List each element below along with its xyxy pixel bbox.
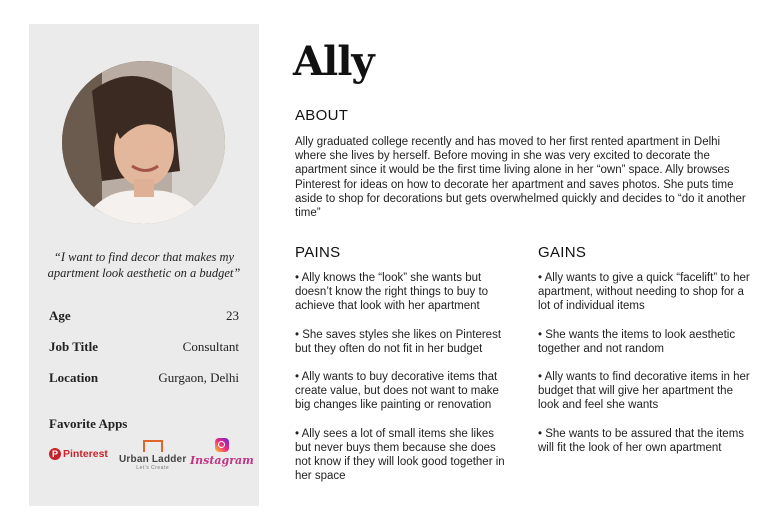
gains-heading: GAINS — [538, 244, 587, 261]
instagram-name: Instagram — [190, 454, 254, 467]
gain-item: • Ally wants to give a quick “facelift” to her apartment, without needing to shop for a lot of individual items — [538, 272, 750, 313]
location-label: Location — [49, 370, 99, 385]
avatar — [62, 61, 225, 224]
about-heading: ABOUT — [295, 107, 349, 124]
favorite-apps — [49, 438, 254, 488]
location-value: Gurgaon, Delhi — [158, 370, 239, 385]
pinterest-icon: P — [49, 448, 61, 460]
pains-heading: PAINS — [295, 244, 341, 261]
pain-item: • Ally knows the “look” she wants but doesn’t know the right things to buy to achieve that look with her apartment — [295, 272, 489, 313]
gains-list — [538, 271, 753, 469]
age-label: Age — [49, 308, 71, 323]
pains-list — [295, 271, 510, 497]
job-title-row — [49, 339, 239, 355]
age-value: 23 — [226, 308, 239, 323]
favorite-apps-title: Favorite Apps — [49, 416, 128, 431]
urban-ladder-tagline: Let's Create — [136, 465, 170, 471]
about-text: Ally graduated college recently and has moved to her first rented apartment in Delhi where she lives by herself. Before moving in she was very excited to decorate the apartment since it would be the first time living alone in her “own” space. Ally browses Pinterest for ideas on how to decorate her apartment and saves photos. She puts time aside to shop for decorations but gets overwhelmed quickly and decides to “do it another time” — [295, 136, 746, 220]
persona-photo — [62, 61, 225, 224]
pinterest-logo — [49, 448, 108, 460]
persona-sidebar — [29, 24, 259, 506]
urban-ladder-icon — [143, 440, 163, 452]
age-row — [49, 308, 239, 324]
urban-ladder-logo — [119, 440, 186, 471]
pain-item: • She saves styles she likes on Pinterest but they often do not fit in her budget — [295, 328, 502, 355]
job-title-label: Job Title — [49, 339, 99, 354]
pain-item: • Ally wants to buy decorative items that create value, but does not want to make big changes like painting or renovation — [295, 371, 499, 412]
persona-name: Ally — [293, 38, 374, 85]
instagram-logo — [190, 438, 254, 467]
gain-item: • She wants to be assured that the items will fit the look of her own apartment — [538, 427, 745, 454]
gain-item: • Ally wants to find decorative items in her budget that will give her apartment the look and feel she wants — [538, 371, 750, 412]
gain-item: • She wants the items to look aesthetic together and not random — [538, 328, 736, 355]
urban-ladder-name: Urban Ladder — [119, 454, 187, 465]
persona-quote: “I want to find decor that makes my apartment look aesthetic on a budget” — [47, 250, 241, 280]
pain-item: • Ally sees a lot of small items she likes but never buys them because she does not know if they will look good together in her space — [295, 427, 505, 483]
location-row — [49, 370, 239, 386]
job-title-value: Consultant — [182, 339, 239, 354]
instagram-icon — [215, 438, 229, 452]
pinterest-name: Pinterest — [63, 448, 108, 460]
